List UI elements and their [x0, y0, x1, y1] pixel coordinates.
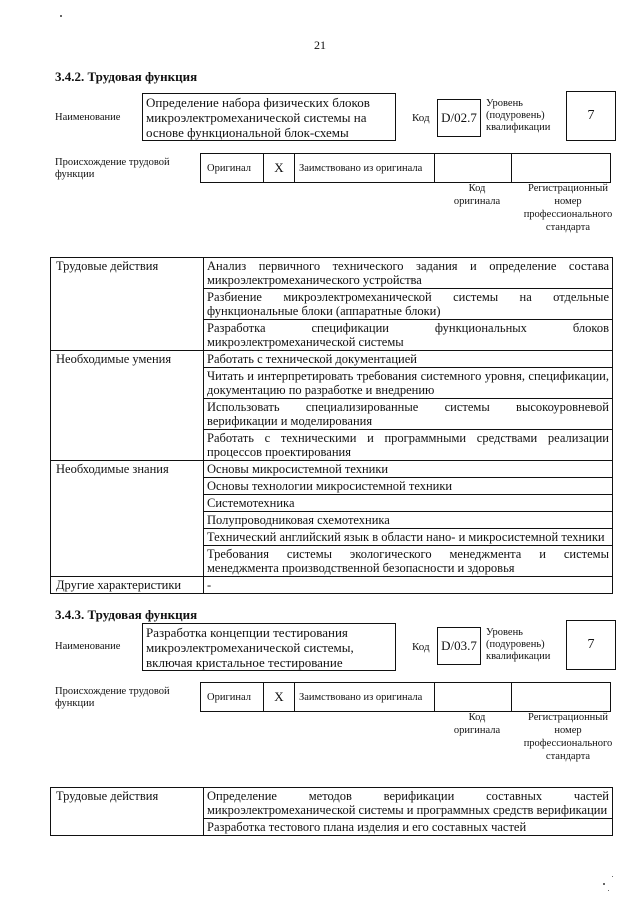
table-row — [51, 258, 613, 289]
qualification-level: 7 — [566, 91, 616, 141]
origin-label — [55, 157, 170, 181]
origin-label — [55, 686, 170, 710]
content-cell: Требования системы экологического менеджмента и системы менеджмента производственной безопасности и здоровья — [204, 546, 613, 577]
function-name-line: Разработка концепции тестирования — [146, 625, 348, 640]
origin-label-line: Происхождение трудовой — [55, 686, 170, 697]
content-cell: Технический английский язык в области нано- и микросистемной техники — [204, 529, 613, 546]
content-cell: Работать с техническими и программными средствами реализации процессов проектирования — [204, 430, 613, 461]
content-cell: - — [204, 577, 613, 594]
content-cell: Системотехника — [204, 495, 613, 512]
origin-code-cell — [434, 682, 512, 712]
content-cell: Разработка тестового плана изделия и его составных частей — [204, 819, 613, 836]
scan-speck — [603, 883, 605, 885]
function-name-line: Определение набора физических блоков — [146, 95, 370, 110]
caption-line: Код — [468, 712, 486, 723]
caption-line: номер — [554, 725, 582, 736]
caption-line: профессионального — [523, 209, 613, 220]
caption-registration — [518, 711, 618, 763]
section-title: 3.4.3. Трудовая функция — [55, 607, 198, 622]
caption-line: Регистрационный — [528, 712, 608, 723]
level-label-line: Уровень — [486, 627, 523, 638]
origin-mark: X — [263, 153, 295, 183]
function-name-line: микроэлектромеханической системы, — [146, 640, 354, 655]
origin-code-cell — [434, 153, 512, 183]
level-label — [486, 627, 550, 663]
function-name-box — [142, 623, 396, 671]
caption-line: профессионального — [523, 738, 613, 749]
qualification-level: 7 — [566, 620, 616, 670]
code-value: D/02.7 — [437, 99, 481, 137]
origin-original: Оригинал — [200, 682, 264, 712]
table-row — [51, 577, 613, 594]
content-cell: Анализ первичного технического задания и определение состава микроэлектромеханического устройства — [204, 258, 613, 289]
content-cell: Использовать специализированные системы высокоуровневой верификации и моделирования — [204, 399, 613, 430]
origin-reg-cell — [511, 682, 611, 712]
content-cell: Читать и интерпретировать требования системного уровня, спецификации, документацию по разработке и внедрению — [204, 368, 613, 399]
caption-line: Регистрационный — [528, 183, 608, 194]
content-cell: Основы микросистемной техники — [204, 461, 613, 478]
scan-speck — [60, 15, 62, 17]
caption-line: стандарта — [545, 751, 591, 762]
origin-row — [201, 153, 611, 183]
function-details-table — [50, 787, 613, 836]
caption-code — [438, 182, 516, 208]
level-label-line: (подуровень) — [486, 110, 545, 121]
level-label-line: квалификации — [486, 122, 551, 133]
code-value: D/03.7 — [437, 627, 481, 665]
function-name-line: микроэлектромеханической системы на — [146, 110, 367, 125]
category-cell: Другие характеристики — [51, 577, 204, 594]
name-label: Наименование — [55, 641, 121, 652]
scan-speck — [608, 890, 609, 891]
section-title: 3.4.2. Трудовая функция — [55, 69, 198, 84]
table-row — [51, 788, 613, 819]
origin-reg-cell — [511, 153, 611, 183]
content-cell: Определение методов верификации составных частей микроэлектромеханической системы и программных средств верификации — [204, 788, 613, 819]
function-name-line: основе функциональной блок-схемы — [146, 125, 349, 140]
table-row — [51, 351, 613, 368]
caption-line: Код — [468, 183, 486, 194]
origin-label-line: функции — [55, 698, 95, 709]
level-label-line: Уровень — [486, 98, 523, 109]
origin-borrowed: Заимствовано из оригинала — [294, 153, 435, 183]
caption-code — [438, 711, 516, 737]
content-cell: Основы технологии микросистемной техники — [204, 478, 613, 495]
origin-borrowed: Заимствовано из оригинала — [294, 682, 435, 712]
origin-row — [201, 682, 611, 712]
category-cell: Необходимые знания — [51, 461, 204, 577]
origin-mark: X — [263, 682, 295, 712]
origin-original: Оригинал — [200, 153, 264, 183]
table-row — [51, 461, 613, 478]
level-label-line: квалификации — [486, 651, 551, 662]
content-cell: Полупроводниковая схемотехника — [204, 512, 613, 529]
origin-label-line: Происхождение трудовой — [55, 157, 170, 168]
function-name-box — [142, 93, 396, 141]
caption-line: оригинала — [453, 725, 501, 736]
content-cell: Работать с технической документацией — [204, 351, 613, 368]
scan-speck — [612, 876, 613, 877]
page-number: 21 — [314, 38, 326, 52]
origin-label-line: функции — [55, 169, 95, 180]
level-label — [486, 98, 550, 134]
content-cell: Разбиение микроэлектромеханической системы на отдельные функциональные блоки (аппаратные блоки) — [204, 289, 613, 320]
caption-registration — [518, 182, 618, 234]
category-cell: Необходимые умения — [51, 351, 204, 461]
caption-line: стандарта — [545, 222, 591, 233]
category-cell: Трудовые действия — [51, 788, 204, 836]
caption-line: оригинала — [453, 196, 501, 207]
name-label: Наименование — [55, 112, 121, 123]
function-name-line: включая кристальное тестирование — [146, 655, 343, 670]
code-label: Код — [412, 641, 430, 653]
caption-line: номер — [554, 196, 582, 207]
category-cell: Трудовые действия — [51, 258, 204, 351]
content-cell: Разработка спецификации функциональных блоков микроэлектромеханической системы — [204, 320, 613, 351]
function-details-table — [50, 257, 613, 594]
code-label: Код — [412, 112, 430, 124]
level-label-line: (подуровень) — [486, 639, 545, 650]
